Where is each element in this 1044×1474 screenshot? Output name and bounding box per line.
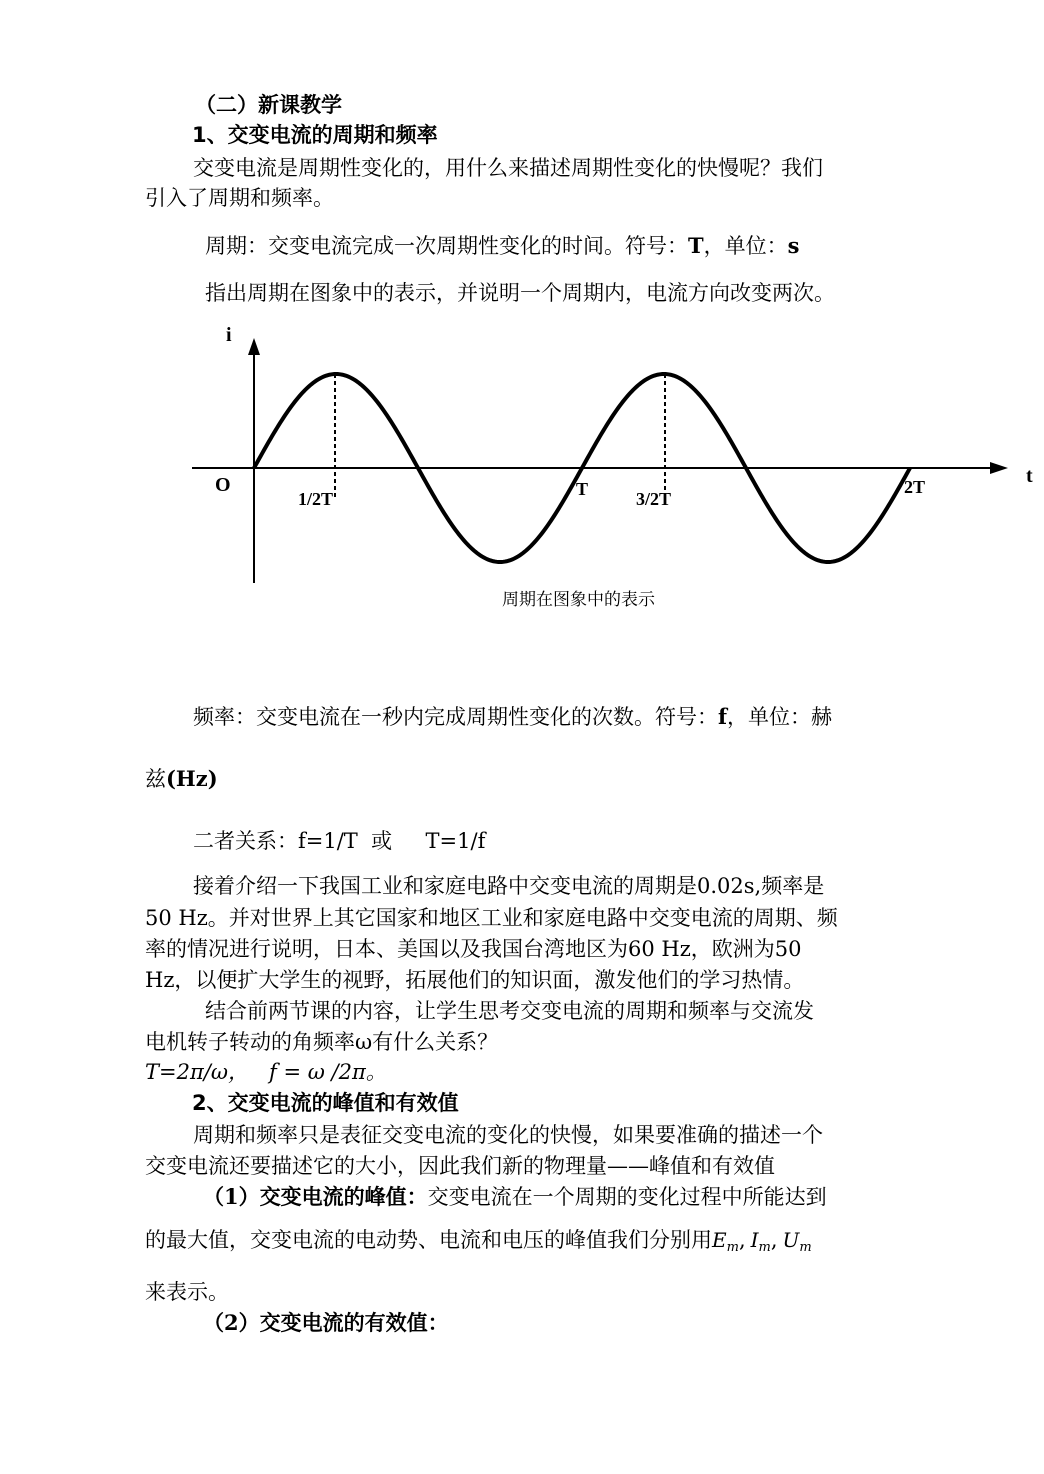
section-title: （二）新课教学 — [195, 92, 342, 117]
paragraph-china-line4: Hz，以便扩大学生的视野，拓展他们的知识面，激发他们的学习热情。 — [145, 968, 805, 992]
frequency-definition-line1: 频率：交变电流在一秒内完成周期性变化的次数。符号：f，单位：赫 — [193, 704, 833, 729]
heading-peak-rms: 2、交变电流的峰值和有效值 — [192, 1091, 459, 1115]
period-definition: 周期：交变电流完成一次周期性变化的时间。符号：T，单位：s — [205, 233, 800, 258]
tick-label-three-half-period: 3/2T — [636, 489, 672, 509]
rms-heading: （2）交变电流的有效值： — [203, 1310, 449, 1335]
peak-definition-line3: 来表示。 — [145, 1280, 229, 1304]
relation-line: 二者关系：f=1/T 或 T=1/f — [193, 829, 486, 853]
tick-label-half-period: 1/2T — [298, 489, 334, 509]
tick-label-two-period: 2T — [904, 477, 926, 497]
heading-period-frequency: 1、交变电流的周期和频率 — [192, 123, 438, 147]
chart-caption: 周期在图象中的表示 — [502, 590, 655, 610]
paragraph-point-out: 指出周期在图象中的表示，并说明一个周期内，电流方向改变两次。 — [205, 281, 835, 305]
paragraph-magnitude-line2: 交变电流还要描述它的大小，因此我们新的物理量——峰值和有效值 — [145, 1154, 775, 1178]
paragraph-china-line2: 50 Hz。并对世界上其它国家和地区工业和家庭电路中交变电流的周期、频 — [145, 906, 838, 930]
paragraph-china-line1: 接着介绍一下我国工业和家庭电路中交变电流的周期是0.02s,频率是 — [193, 874, 825, 898]
origin-label: O — [215, 474, 231, 496]
formula-line: T=2π/ω， f = ω /2π。 — [145, 1060, 387, 1084]
peak-definition-line2: 的最大值，交变电流的电动势、电流和电压的峰值我们分别用$E_m$, $I_m$, $U_m$ — [145, 1228, 812, 1255]
paragraph-magnitude-line1: 周期和频率只是表征交变电流的变化的快慢，如果要准确的描述一个 — [193, 1123, 823, 1147]
peak-definition-line1: （1）交变电流的峰值：交变电流在一个周期的变化过程中所能达到 — [203, 1184, 827, 1209]
paragraph-china-line3: 率的情况进行说明，日本、美国以及我国台湾地区为60 Hz，欧洲为50 — [145, 937, 802, 961]
x-axis-label: t — [1026, 465, 1033, 487]
paragraph-think-line2: 电机转子转动的角频率ω有什么关系？ — [145, 1030, 499, 1054]
x-axis-arrow — [990, 462, 1008, 474]
tick-label-period: T — [576, 479, 589, 499]
paragraph-intro-line1: 交变电流是周期性变化的，用什么来描述周期性变化的快慢呢？我们 — [193, 156, 823, 180]
sine-wave-chart — [180, 318, 1044, 618]
paragraph-intro-line2: 引入了周期和频率。 — [145, 186, 334, 210]
y-axis-label: i — [226, 324, 232, 346]
frequency-definition-line2: 兹(Hz) — [145, 766, 218, 791]
y-axis-arrow — [248, 338, 260, 355]
paragraph-think-line1: 结合前两节课的内容，让学生思考交变电流的周期和频率与交流发 — [205, 999, 814, 1023]
